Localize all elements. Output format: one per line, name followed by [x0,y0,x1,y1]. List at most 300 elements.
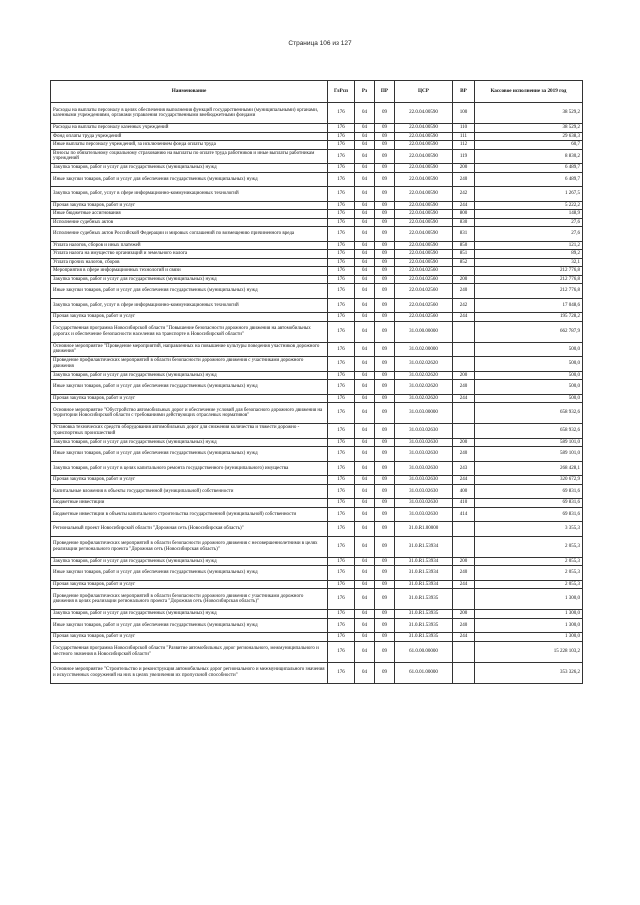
cell-pr: 09 [375,141,395,150]
table-row [51,164,583,173]
cell-amount: 500,0 [475,342,583,357]
cell-amount: 89,2 [475,250,583,259]
cell-amount: 212 776,8 [475,284,583,299]
cell-amount: 121,2 [475,241,583,250]
cell-amount: 589 101,0 [475,447,583,462]
cell-name: Иные закупки товаров, работ и услуг для обеспечения государственных (муниципальных) нужд [51,447,328,462]
cell-pr: 09 [375,580,395,589]
cell-vr: 830 [453,218,475,227]
cell-csr: 31.0.R1.53934 [395,566,453,581]
cell-pr: 09 [375,461,395,476]
cell-amount: 1 300,0 [475,618,583,633]
cell-vr [453,342,475,357]
cell-name: Прочая закупка товаров, работ и услуг [51,633,328,642]
cell-vr: 242 [453,187,475,202]
cell-pr: 09 [375,284,395,299]
cell-rz: 04 [355,250,375,259]
cell-vr [453,424,475,439]
cell-pr: 09 [375,380,395,395]
cell-amount: 320 672,9 [475,476,583,485]
cell-csr: 31.0.R1.00000 [395,522,453,537]
cell-rz: 04 [355,633,375,642]
cell-name: Бюджетные инвестиции в объекты капитального строительства государственной (муниципальной) собственности [51,507,328,522]
cell-pr: 09 [375,438,395,447]
cell-grp: 176 [328,210,355,219]
cell-grp: 176 [328,275,355,284]
table-row [51,103,583,124]
cell-rz: 04 [355,522,375,537]
table-row [51,258,583,267]
cell-vr: 240 [453,618,475,633]
table-row [51,187,583,202]
cell-grp: 176 [328,580,355,589]
cell-amount: 38 529,2 [475,103,583,124]
cell-name: Закупка товаров, работ и услуг для государственных (муниципальных) нужд [51,164,328,173]
column-header-pr: ПР [375,81,395,103]
cell-vr: 414 [453,507,475,522]
cell-grp: 176 [328,250,355,259]
cell-vr: 119 [453,149,475,164]
cell-vr [453,589,475,610]
cell-amount: 3 355,3 [475,522,583,537]
cell-vr: 112 [453,141,475,150]
cell-vr: 200 [453,438,475,447]
cell-vr: 243 [453,461,475,476]
cell-csr: 22.0.04.00590 [395,164,453,173]
cell-csr: 31.0.02.00000 [395,342,453,357]
cell-csr: 22.0.04.00590 [395,172,453,187]
cell-csr: 61.0.00.00000 [395,641,453,662]
cell-name: Проведение профилактических мероприятий в области безопасности дорожного движения с участниками дорожного движения [51,357,328,372]
table-row [51,218,583,227]
cell-name: Взносы по обязательному социальному страхованию на выплаты по оплате труда работников и иные выплаты работникам учреждений [51,149,328,164]
cell-amount: 1 300,0 [475,610,583,619]
cell-rz: 04 [355,662,375,683]
cell-csr: 31.0.R1.53934 [395,536,453,557]
cell-vr: 244 [453,313,475,322]
cell-name: Капитальные вложения в объекты государственной (муниципальной) собственности [51,484,328,499]
cell-csr: 31.0.03.02630 [395,507,453,522]
cell-amount: 1 300,0 [475,633,583,642]
table-row [51,610,583,619]
cell-csr: 22.0.04.00590 [395,187,453,202]
cell-pr: 09 [375,250,395,259]
cell-rz: 04 [355,536,375,557]
cell-rz: 04 [355,141,375,150]
cell-amount: 1 300,0 [475,589,583,610]
page-number: Страница 106 из 127 [288,40,352,47]
cell-csr: 22.0.04.00590 [395,241,453,250]
cell-vr: 244 [453,633,475,642]
cell-rz: 04 [355,371,375,380]
cell-csr: 31.0.03.02630 [395,424,453,439]
cell-vr: 200 [453,275,475,284]
cell-name: Уплата налога на имущество организаций и земельного налога [51,250,328,259]
cell-pr: 09 [375,394,395,403]
cell-csr: 31.0.R1.53934 [395,557,453,566]
cell-grp: 176 [328,342,355,357]
cell-grp: 176 [328,424,355,439]
cell-vr [453,267,475,276]
table-row [51,580,583,589]
cell-amount: 2 055,3 [475,580,583,589]
cell-pr: 09 [375,447,395,462]
cell-pr: 09 [375,267,395,276]
cell-vr: 200 [453,164,475,173]
table-row [51,284,583,299]
cell-name: Иные закупки товаров, работ и услуг для обеспечения государственных (муниципальных) нужд [51,566,328,581]
table-row [51,201,583,210]
cell-amount: 5 222,2 [475,201,583,210]
cell-name: Прочая закупка товаров, работ и услуг [51,476,328,485]
table-row [51,633,583,642]
cell-rz: 04 [355,424,375,439]
table-row [51,132,583,141]
cell-grp: 176 [328,566,355,581]
column-header-rz: Рз [355,81,375,103]
cell-rz: 04 [355,284,375,299]
cell-csr: 22.0.04.02560 [395,267,453,276]
cell-csr: 22.0.04.00590 [395,103,453,124]
cell-name: Исполнение судебных актов [51,218,328,227]
cell-amount: 2 055,3 [475,536,583,557]
cell-rz: 04 [355,298,375,313]
cell-pr: 09 [375,499,395,508]
cell-name: Проведение профилактических мероприятий в области безопасности дорожного движения с несовершеннолетними в целях реализации регионального проекта "Дорожная сеть (Новосибирская область)" [51,536,328,557]
cell-csr: 31.0.03.02630 [395,447,453,462]
cell-grp: 176 [328,557,355,566]
cell-name: Закупка товаров, работ и услуг для государственных (муниципальных) нужд [51,371,328,380]
cell-vr: 240 [453,566,475,581]
table-row [51,424,583,439]
cell-csr: 31.0.03.02630 [395,461,453,476]
cell-rz: 04 [355,103,375,124]
cell-grp: 176 [328,371,355,380]
cell-name: Государственная программа Новосибирской области "Развитие автомобильных дорог регионального, межмуниципального и местного значения в Новосибирской области" [51,641,328,662]
cell-name: Установка технических средств оборудования автомобильных дорог для снижения количества и тяжести дорожно - транспортных происшествий [51,424,328,439]
cell-grp: 176 [328,618,355,633]
cell-rz: 04 [355,164,375,173]
cell-vr [453,357,475,372]
table-row [51,499,583,508]
cell-amount: 500,0 [475,380,583,395]
column-header-csr: ЦСР [395,81,453,103]
cell-pr: 09 [375,589,395,610]
cell-pr: 09 [375,298,395,313]
cell-rz: 04 [355,557,375,566]
table-row [51,484,583,499]
column-header-amount: Кассовое исполнение за 2019 год [475,81,583,103]
cell-grp: 176 [328,357,355,372]
cell-csr: 22.0.04.00590 [395,250,453,259]
cell-amount: 500,0 [475,394,583,403]
table-header-row [51,81,583,103]
cell-name: Иные бюджетные ассигнования [51,210,328,219]
cell-name: Расходы на выплаты персоналу казенных учреждений [51,124,328,133]
cell-amount: 500,0 [475,357,583,372]
cell-rz: 04 [355,380,375,395]
cell-pr: 09 [375,618,395,633]
cell-name: Основное мероприятие "Обустройство автомобильных дорог и обеспечение условий для безопасного дорожного движения на территории Новосибирской области с требованиями действующих отраслевых нормативов" [51,403,328,424]
cell-rz: 04 [355,210,375,219]
cell-pr: 09 [375,522,395,537]
cell-name: Проведение профилактических мероприятий в области безопасности дорожного движения с участниками дорожного движения в целях реализации регионального проекта "Дорожная сеть (Новосибирская область)" [51,589,328,610]
cell-rz: 04 [355,618,375,633]
cell-grp: 176 [328,610,355,619]
cell-grp: 176 [328,507,355,522]
cell-rz: 04 [355,447,375,462]
cell-vr: 410 [453,499,475,508]
cell-rz: 04 [355,507,375,522]
cell-grp: 176 [328,258,355,267]
cell-amount: 38 529,2 [475,124,583,133]
cell-pr: 09 [375,557,395,566]
cell-name: Мероприятия в сфере информационных технологий и связи [51,267,328,276]
table-row [51,321,583,342]
cell-name: Исполнение судебных актов Российской Федерации и мировых соглашений по возмещению причиненного вреда [51,227,328,242]
cell-rz: 04 [355,124,375,133]
cell-vr: 100 [453,103,475,124]
table-row [51,618,583,633]
cell-vr [453,321,475,342]
cell-csr: 31.0.02.02620 [395,371,453,380]
cell-amount: 6 489,7 [475,164,583,173]
column-header-grp: ГлРсп [328,81,355,103]
cell-amount: 8 830,2 [475,149,583,164]
cell-grp: 176 [328,164,355,173]
cell-name: Прочая закупка товаров, работ и услуг [51,394,328,403]
cell-pr: 09 [375,476,395,485]
cell-grp: 176 [328,218,355,227]
cell-name: Закупка товаров, работ, услуг в сфере информационно-коммуникационных технологий [51,298,328,313]
table-row [51,275,583,284]
cell-amount: 268 428,1 [475,461,583,476]
cell-rz: 04 [355,149,375,164]
cell-vr: 831 [453,227,475,242]
cell-csr: 22.0.04.00590 [395,227,453,242]
cell-csr: 61.0.01.00000 [395,662,453,683]
cell-name: Государственная программа Новосибирской области "Повышение безопасности дорожного движения на автомобильных дорогах и обеспечение безопасности населения на транспорте в Новосибирской области" [51,321,328,342]
cell-rz: 04 [355,461,375,476]
cell-csr: 31.0.02.02620 [395,380,453,395]
cell-grp: 176 [328,476,355,485]
cell-amount: 589 101,0 [475,438,583,447]
cell-vr: 200 [453,610,475,619]
cell-grp: 176 [328,633,355,642]
cell-name: Закупка товаров, работ и услуг для государственных (муниципальных) нужд [51,557,328,566]
cell-grp: 176 [328,522,355,537]
cell-vr [453,536,475,557]
cell-rz: 04 [355,218,375,227]
cell-amount: 658 932,6 [475,403,583,424]
cell-name: Иные выплаты персоналу учреждений, за исключением фонда оплаты труда [51,141,328,150]
table-row [51,461,583,476]
cell-pr: 09 [375,227,395,242]
cell-grp: 176 [328,132,355,141]
cell-pr: 09 [375,258,395,267]
table-row [51,662,583,683]
cell-csr: 22.0.04.00590 [395,210,453,219]
cell-amount: 353 326,2 [475,662,583,683]
cell-name: Иные закупки товаров, работ и услуг для обеспечения государственных (муниципальных) нужд [51,172,328,187]
column-header-name: Наименование [51,81,328,103]
cell-grp: 176 [328,103,355,124]
cell-grp: 176 [328,141,355,150]
cell-grp: 176 [328,662,355,683]
table-row [51,227,583,242]
cell-rz: 04 [355,394,375,403]
cell-amount: 69 831,6 [475,507,583,522]
cell-name: Фонд оплаты труда учреждений [51,132,328,141]
cell-pr: 09 [375,662,395,683]
cell-name: Расходы на выплаты персоналу в целях обеспечения выполнения функций государственными (муниципальными) органами, казенными учреждениями, органами управления государственными внебюджетными фондами [51,103,328,124]
cell-amount: 212 776,8 [475,275,583,284]
table-row [51,210,583,219]
table-row [51,298,583,313]
cell-rz: 04 [355,580,375,589]
cell-rz: 04 [355,187,375,202]
table-row [51,380,583,395]
cell-name: Уплата налогов, сборов и иных платежей [51,241,328,250]
cell-amount: 17 048,6 [475,298,583,313]
cell-name: Прочая закупка товаров, работ и услуг [51,201,328,210]
table-row [51,447,583,462]
table-row [51,141,583,150]
cell-name: Закупка товаров, работ и услуг в целях капитального ремонта государственного (муниципального) имущества [51,461,328,476]
cell-grp: 176 [328,589,355,610]
table-row [51,403,583,424]
cell-rz: 04 [355,227,375,242]
cell-grp: 176 [328,172,355,187]
cell-vr: 850 [453,241,475,250]
cell-pr: 09 [375,132,395,141]
cell-pr: 09 [375,218,395,227]
cell-grp: 176 [328,403,355,424]
cell-pr: 09 [375,164,395,173]
cell-grp: 176 [328,394,355,403]
cell-amount: 60,7 [475,141,583,150]
cell-csr: 31.0.R1.53935 [395,610,453,619]
cell-rz: 04 [355,241,375,250]
cell-grp: 176 [328,227,355,242]
cell-rz: 04 [355,258,375,267]
cell-vr: 200 [453,371,475,380]
cell-csr: 22.0.04.02560 [395,298,453,313]
cell-grp: 176 [328,149,355,164]
cell-amount: 32,1 [475,258,583,267]
cell-grp: 176 [328,124,355,133]
cell-amount: 662 787,9 [475,321,583,342]
cell-vr: 852 [453,258,475,267]
cell-name: Основное мероприятие "Проведение мероприятий, направленных на повышение культуры поведения участников дорожного движения" [51,342,328,357]
cell-pr: 09 [375,536,395,557]
cell-csr: 31.0.R1.53935 [395,633,453,642]
cell-vr: 111 [453,132,475,141]
table-row [51,566,583,581]
cell-amount: 2 055,3 [475,566,583,581]
cell-rz: 04 [355,313,375,322]
cell-csr: 31.0.03.02630 [395,499,453,508]
cell-grp: 176 [328,536,355,557]
table-row [51,241,583,250]
cell-rz: 04 [355,321,375,342]
cell-vr: 244 [453,394,475,403]
cell-pr: 09 [375,424,395,439]
budget-execution-table [50,80,583,684]
cell-name: Иные закупки товаров, работ и услуг для обеспечения государственных (муниципальных) нужд [51,380,328,395]
cell-grp: 176 [328,380,355,395]
cell-amount: 27,6 [475,227,583,242]
cell-amount: 658 932,6 [475,424,583,439]
cell-pr: 09 [375,371,395,380]
cell-grp: 176 [328,484,355,499]
table-row [51,357,583,372]
cell-vr: 851 [453,250,475,259]
cell-pr: 09 [375,172,395,187]
cell-grp: 176 [328,187,355,202]
cell-amount: 69 831,6 [475,484,583,499]
cell-pr: 09 [375,275,395,284]
table-row [51,172,583,187]
column-header-vr: ВР [453,81,475,103]
cell-amount: 6 489,7 [475,172,583,187]
cell-name: Бюджетные инвестиции [51,499,328,508]
cell-pr: 09 [375,201,395,210]
cell-grp: 176 [328,321,355,342]
cell-csr: 31.0.02.02620 [395,394,453,403]
cell-csr: 31.0.03.02630 [395,484,453,499]
cell-rz: 04 [355,132,375,141]
cell-rz: 04 [355,357,375,372]
cell-pr: 09 [375,484,395,499]
cell-rz: 04 [355,275,375,284]
table-row [51,507,583,522]
cell-csr: 31.0.R1.53934 [395,580,453,589]
cell-pr: 09 [375,103,395,124]
table-row [51,476,583,485]
cell-csr: 31.0.02.02620 [395,357,453,372]
cell-vr: 800 [453,210,475,219]
cell-rz: 04 [355,172,375,187]
cell-rz: 04 [355,403,375,424]
table-body [51,103,583,684]
table-row [51,342,583,357]
cell-pr: 09 [375,210,395,219]
cell-name: Уплата прочих налогов, сборов [51,258,328,267]
cell-name: Прочая закупка товаров, работ и услуг [51,580,328,589]
cell-amount: 2 055,3 [475,557,583,566]
cell-vr [453,662,475,683]
cell-csr: 31.0.R1.53935 [395,618,453,633]
cell-csr: 22.0.04.00590 [395,201,453,210]
cell-grp: 176 [328,313,355,322]
cell-pr: 09 [375,187,395,202]
cell-grp: 176 [328,241,355,250]
table-row [51,589,583,610]
cell-pr: 09 [375,357,395,372]
cell-vr [453,522,475,537]
cell-name: Закупка товаров, работ, услуг в сфере информационно-коммуникационных технологий [51,187,328,202]
cell-amount: 29 638,3 [475,132,583,141]
cell-vr: 400 [453,484,475,499]
cell-grp: 176 [328,201,355,210]
table-row [51,267,583,276]
cell-name: Региональный проект Новосибирской области "Дорожная сеть (Новосибирская область)" [51,522,328,537]
table-row [51,149,583,164]
cell-vr: 244 [453,580,475,589]
table-row [51,641,583,662]
cell-name: Иные закупки товаров, работ и услуг для обеспечения государственных (муниципальных) нужд [51,618,328,633]
